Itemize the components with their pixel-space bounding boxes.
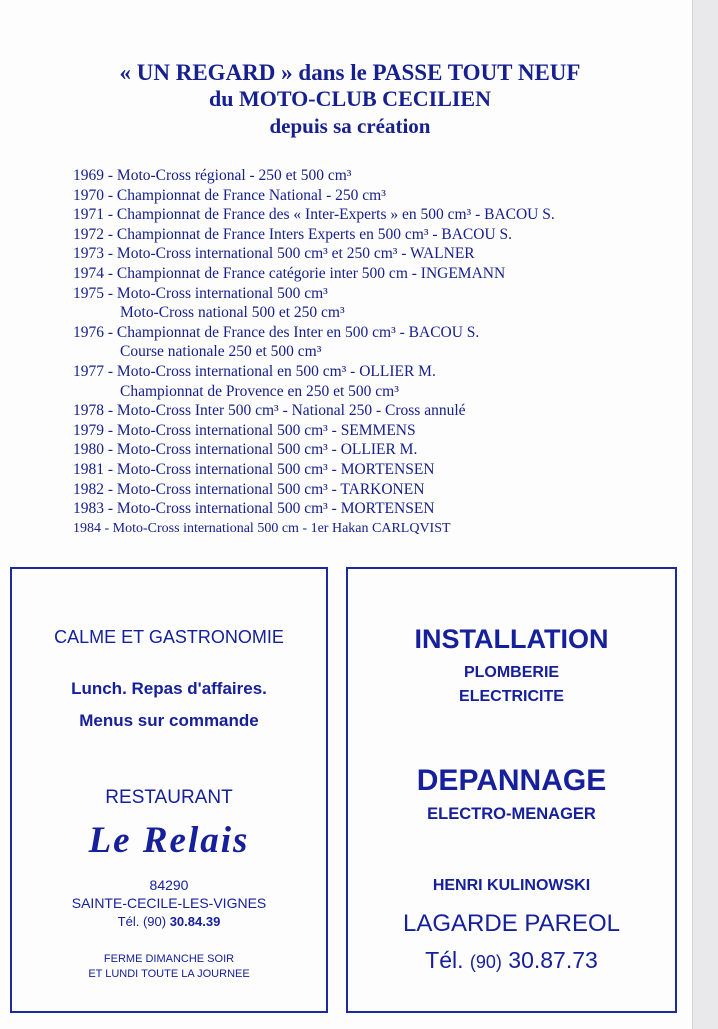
history-separator: - bbox=[101, 520, 113, 536]
history-entry bbox=[73, 244, 673, 264]
history-year: 1983 bbox=[73, 500, 104, 518]
plumber-electricite: ELECTRICITE bbox=[459, 688, 564, 705]
plumber-title: INSTALLATION bbox=[414, 624, 609, 654]
restaurant-zip: 84290 bbox=[149, 877, 189, 893]
history-text: Moto-Cross international 500 cm³ bbox=[116, 284, 328, 302]
title-line-3: depuis sa création bbox=[269, 114, 431, 138]
title-line-2: du MOTO-CLUB CECILIEN bbox=[209, 86, 491, 111]
history-year: 1972 bbox=[73, 225, 104, 243]
history-text: Championnat de France catégorie inter 500 cm - INGEMANN bbox=[116, 264, 506, 282]
history-year: 1981 bbox=[73, 460, 104, 478]
history-year: 1975 bbox=[73, 284, 104, 302]
history-entry bbox=[73, 186, 673, 206]
history-entry bbox=[73, 205, 673, 225]
history-text-continuation: Course nationale 250 et 500 cm³ bbox=[120, 343, 322, 361]
plumber-town: LAGARDE PAREOL bbox=[403, 910, 620, 937]
history-year: 1979 bbox=[73, 421, 104, 439]
history-entry bbox=[73, 225, 673, 245]
plumber-name: HENRI KULINOWSKI bbox=[432, 877, 591, 894]
restaurant-menus: Menus sur commande bbox=[79, 711, 259, 730]
history-entry bbox=[73, 499, 673, 519]
restaurant-heading: CALME ET GASTRONOMIE bbox=[54, 627, 284, 647]
history-year: 1984 bbox=[73, 520, 101, 536]
history-separator: - bbox=[104, 402, 117, 420]
history-separator: - bbox=[104, 225, 117, 243]
history-entry bbox=[73, 421, 673, 441]
history-entry bbox=[73, 166, 673, 186]
history-separator: - bbox=[104, 167, 117, 184]
history-text: Moto-Cross régional - 250 et 500 cm³ bbox=[116, 167, 352, 184]
page-title bbox=[40, 60, 660, 140]
restaurant-phone bbox=[12, 914, 326, 929]
history-text: Championnat de France des Inter en 500 cm³ - BACOU S. bbox=[116, 323, 480, 341]
history-text: Moto-Cross international 500 cm³ - OLLIER M. bbox=[116, 441, 418, 459]
plumber-depannage: DEPANNAGE bbox=[416, 764, 607, 797]
plumber-ad bbox=[346, 567, 677, 1013]
history-separator: - bbox=[104, 500, 117, 518]
history-entry bbox=[73, 264, 673, 284]
restaurant-closed-2: ET LUNDI TOUTE LA JOURNEE bbox=[88, 968, 250, 980]
restaurant-ad bbox=[10, 567, 328, 1013]
history-year: 1974 bbox=[73, 264, 104, 282]
history-entry-continuation bbox=[73, 382, 673, 402]
history-separator: - bbox=[104, 245, 117, 263]
history-separator: - bbox=[104, 460, 117, 478]
history-entry-continuation bbox=[73, 342, 673, 362]
history-text: Championnat de France Inters Experts en 500 cm³ - BACOU S. bbox=[116, 225, 513, 243]
history-text: Moto-Cross international 500 cm - 1er Hakan CARLQVIST bbox=[112, 520, 451, 536]
history-text: Moto-Cross Inter 500 cm³ - National 250 - Cross annulé bbox=[116, 402, 466, 420]
plumber-phone-label: Tél. bbox=[425, 947, 464, 973]
history-text: Moto-Cross international 500 cm³ - MORTENSEN bbox=[116, 500, 435, 518]
history-separator: - bbox=[104, 480, 117, 498]
history-entry bbox=[73, 519, 673, 539]
restaurant-label: RESTAURANT bbox=[105, 787, 233, 808]
history-entry bbox=[73, 440, 673, 460]
history-text: Moto-Cross international en 500 cm³ - OLLIER M. bbox=[116, 362, 436, 380]
history-text: Moto-Cross international 500 cm³ - MORTENSEN bbox=[116, 460, 435, 478]
history-separator: - bbox=[104, 206, 117, 224]
plumber-phone bbox=[348, 947, 675, 974]
history-year: 1978 bbox=[73, 402, 104, 420]
history-text: Moto-Cross international 500 cm³ - TARKONEN bbox=[116, 480, 425, 498]
history-entry bbox=[73, 401, 673, 421]
restaurant-city: SAINTE-CECILE-LES-VIGNES bbox=[71, 895, 267, 911]
restaurant-phone-prefix: Tél. (90) bbox=[117, 914, 167, 929]
restaurant-phone-number: 30.84.39 bbox=[169, 914, 221, 929]
history-year: 1977 bbox=[73, 362, 104, 380]
restaurant-name: Le Relais bbox=[88, 820, 250, 861]
plumber-phone-number: 30.87.73 bbox=[508, 947, 598, 973]
plumber-phone-prefix: (90) bbox=[469, 952, 502, 972]
history-text: Moto-Cross international 500 cm³ et 250 cm³ - WALNER bbox=[116, 245, 475, 263]
history-text: Moto-Cross international 500 cm³ - SEMMENS bbox=[116, 421, 416, 439]
history-text: Championnat de France National - 250 cm³ bbox=[116, 186, 386, 204]
plumber-plomberie: PLOMBERIE bbox=[463, 664, 560, 681]
history-year: 1982 bbox=[73, 480, 104, 498]
restaurant-lunch: Lunch. Repas d'affaires. bbox=[71, 679, 267, 698]
history-text-continuation: Championnat de Provence en 250 et 500 cm³ bbox=[120, 382, 399, 400]
history-year: 1970 bbox=[73, 186, 104, 204]
history-year: 1976 bbox=[73, 323, 104, 341]
history-year: 1973 bbox=[73, 245, 104, 263]
title-line-1: « UN REGARD » dans le PASSE TOUT NEUF bbox=[119, 60, 581, 85]
history-separator: - bbox=[104, 441, 117, 459]
history-separator: - bbox=[104, 323, 117, 341]
history-text-continuation: Moto-Cross national 500 et 250 cm³ bbox=[120, 304, 345, 322]
history-separator: - bbox=[104, 264, 117, 282]
history-entry bbox=[73, 362, 673, 382]
history-separator: - bbox=[104, 186, 117, 204]
restaurant-closed-1: FERME DIMANCHE SOIR bbox=[103, 953, 235, 965]
plumber-electro: ELECTRO-MENAGER bbox=[427, 805, 596, 823]
history-entry bbox=[73, 323, 673, 343]
adjacent-page-edge bbox=[692, 0, 718, 1029]
history-year: 1980 bbox=[73, 441, 104, 459]
history-entry bbox=[73, 460, 673, 480]
history-year: 1971 bbox=[73, 206, 104, 224]
history-separator: - bbox=[104, 284, 117, 302]
history-entry bbox=[73, 284, 673, 304]
history-separator: - bbox=[104, 421, 117, 439]
history-entry bbox=[73, 480, 673, 500]
history-year: 1969 bbox=[73, 167, 104, 184]
history-entry-continuation bbox=[73, 303, 673, 323]
history-separator: - bbox=[104, 362, 117, 380]
history-list bbox=[73, 166, 673, 538]
history-text: Championnat de France des « Inter-Experts » en 500 cm³ - BACOU S. bbox=[116, 206, 555, 224]
